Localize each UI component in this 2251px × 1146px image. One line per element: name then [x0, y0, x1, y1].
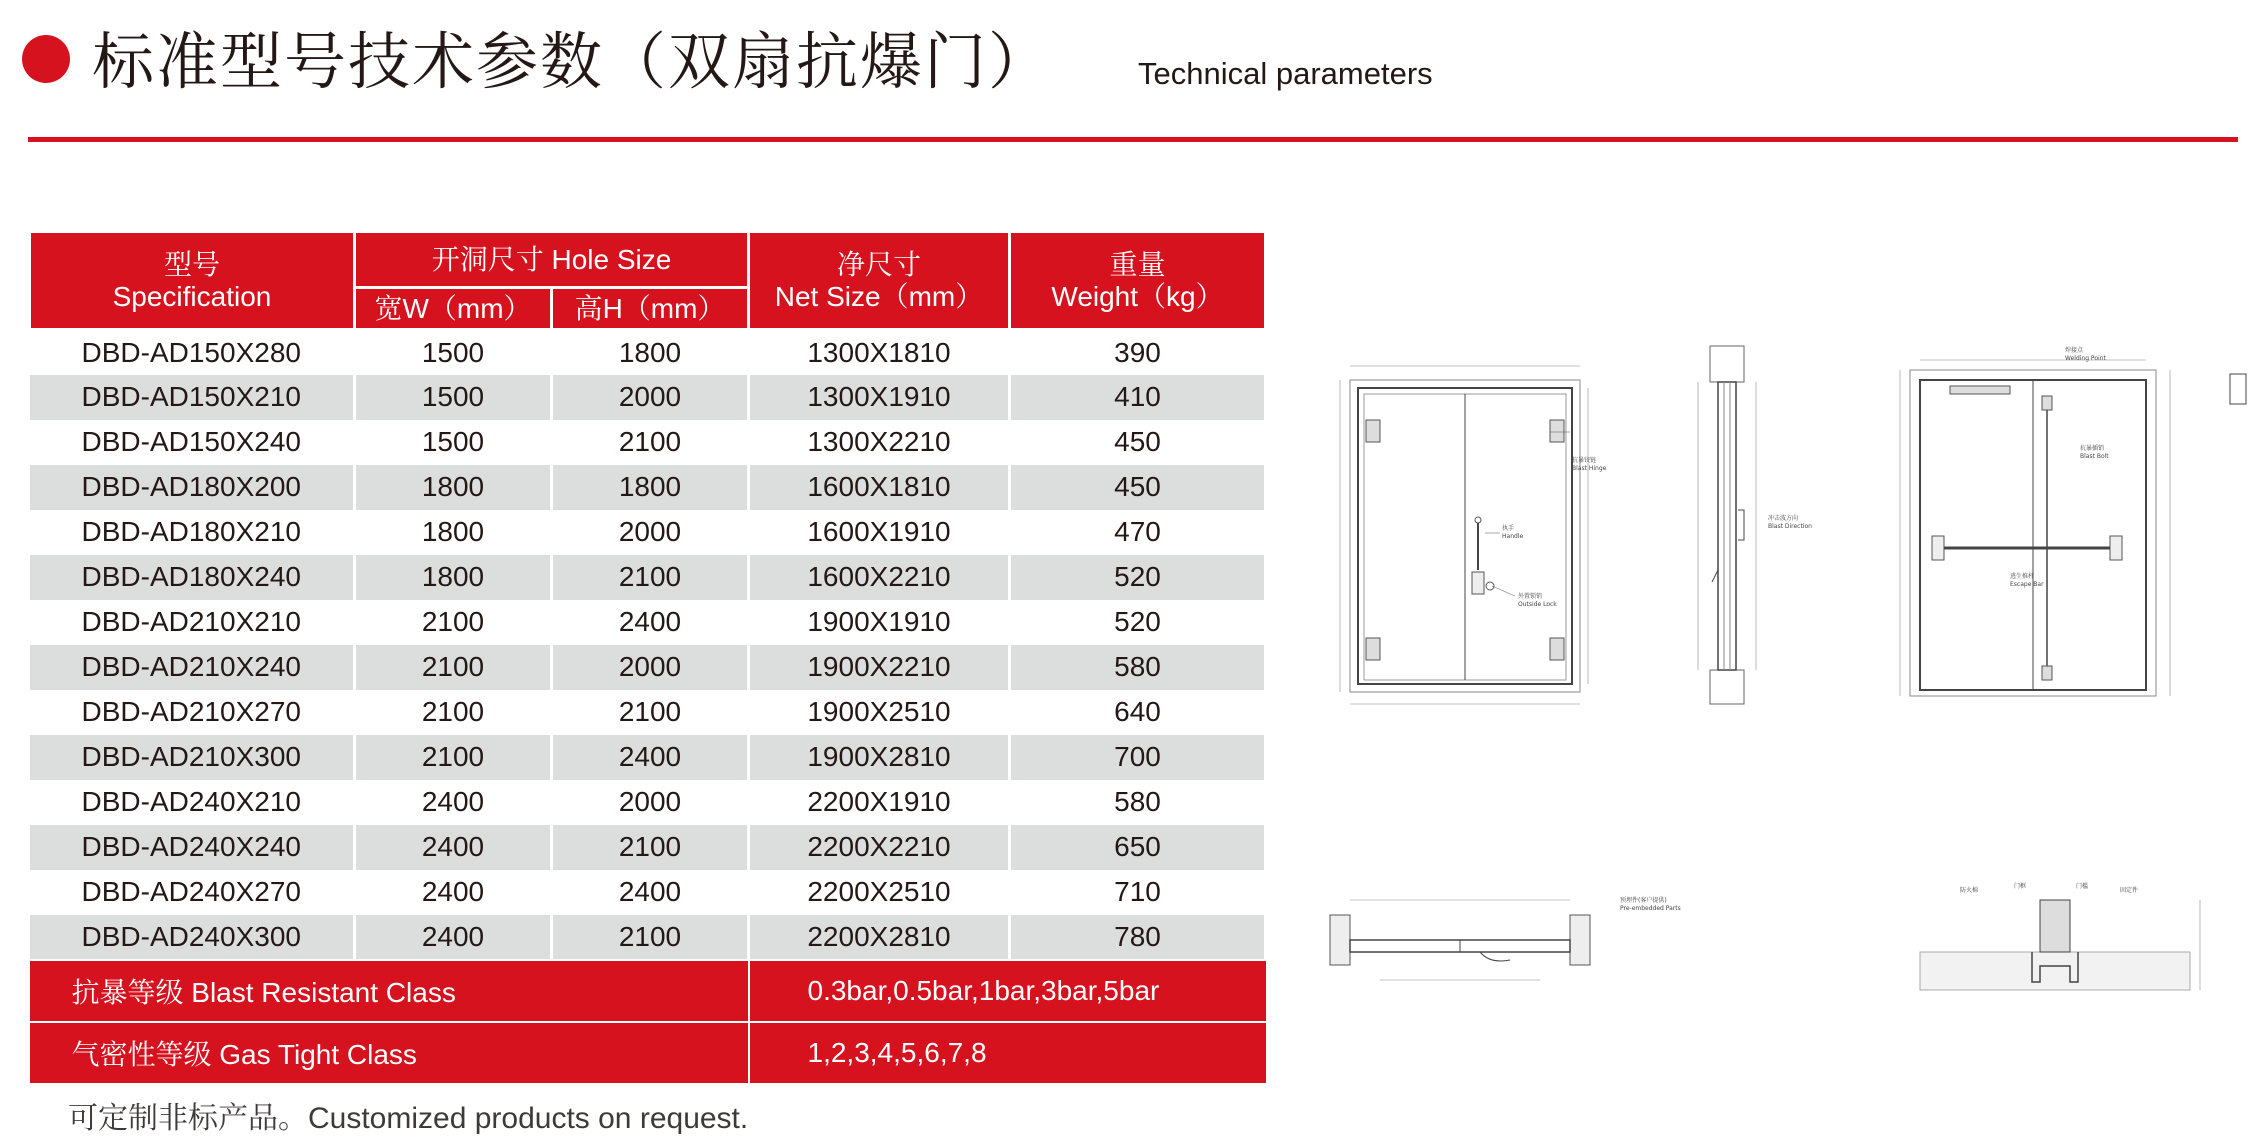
- pre-embedded-label-en: Pre-embedded Parts: [1620, 905, 1681, 912]
- width-cell: 2400: [355, 780, 552, 825]
- spec-table-body: [30, 330, 1266, 960]
- spec-cell: DBD-AD210X270: [30, 690, 355, 735]
- handle-label: 执手: [1502, 525, 1515, 532]
- header-width: 宽W（mm）: [355, 288, 552, 330]
- header-spec-cn: 型号: [163, 248, 220, 280]
- table-row: [30, 555, 1266, 600]
- weight-cell: 710: [1010, 870, 1266, 915]
- pre-embedded-label: 预埋件(客户提供): [1620, 897, 1667, 904]
- weight-cell: 580: [1010, 780, 1266, 825]
- height-cell: 2400: [552, 735, 749, 780]
- net-size-cell: 1900X2210: [749, 645, 1010, 690]
- net-size-cell: 2200X2810: [749, 915, 1010, 960]
- height-cell: 2000: [552, 375, 749, 420]
- welding-point-label: 焊接点: [2065, 347, 2084, 354]
- net-size-cell: 1300X2210: [749, 420, 1010, 465]
- header-weight-cn: 重量: [1109, 248, 1166, 280]
- fire-cotton-label: 防火棉: [1960, 887, 1979, 894]
- height-cell: 2000: [552, 645, 749, 690]
- escape-bar-label: 逃生推杆: [2010, 573, 2035, 580]
- height-cell: 2100: [552, 690, 749, 735]
- blast-bolt-label-en: Blast Bolt: [2080, 453, 2109, 460]
- spec-cell: DBD-AD210X300: [30, 735, 355, 780]
- header-net-en: Net Size（mm）: [774, 280, 984, 312]
- width-cell: 2100: [355, 645, 552, 690]
- outside-lock-label: 外置锁销: [1518, 593, 1543, 600]
- width-cell: 2100: [355, 690, 552, 735]
- weight-cell: 470: [1010, 510, 1266, 555]
- blast-class-value: 0.3bar,0.5bar,1bar,3bar,5bar: [749, 960, 1266, 1022]
- threshold-detail-drawing: [1920, 900, 2200, 990]
- technical-drawings: [1320, 340, 2251, 1000]
- table-row: [30, 915, 1266, 960]
- weight-cell: 650: [1010, 825, 1266, 870]
- table-row: [30, 330, 1266, 375]
- width-cell: 1500: [355, 330, 552, 375]
- spec-cell: DBD-AD240X240: [30, 825, 355, 870]
- blast-bolt-label: 抗暴插销: [2080, 445, 2105, 452]
- width-cell: 1500: [355, 420, 552, 465]
- spec-cell: DBD-AD150X280: [30, 330, 355, 375]
- spec-cell: DBD-AD210X240: [30, 645, 355, 690]
- net-size-cell: 1600X1810: [749, 465, 1010, 510]
- table-row: [30, 645, 1266, 690]
- escape-bar-icon: [1932, 536, 2122, 560]
- table-row: [30, 600, 1266, 645]
- width-cell: 2100: [355, 735, 552, 780]
- header-spec-en: Specification: [112, 280, 272, 312]
- table-row: [30, 690, 1266, 735]
- width-cell: 1800: [355, 510, 552, 555]
- blast-hinge-label-en: Blast Hinge: [1572, 465, 1607, 472]
- net-size-cell: 1900X2810: [749, 735, 1010, 780]
- table-row: [30, 510, 1266, 555]
- header-hole-size: 开洞尺寸 Hole Size: [355, 232, 749, 288]
- weight-cell: 700: [1010, 735, 1266, 780]
- net-size-cell: 2200X2210: [749, 825, 1010, 870]
- weight-cell: 780: [1010, 915, 1266, 960]
- weight-cell: 450: [1010, 465, 1266, 510]
- header-spec: [30, 232, 355, 330]
- spec-cell: DBD-AD150X210: [30, 375, 355, 420]
- blast-direction-label-en: Blast Direction: [1768, 523, 1812, 530]
- fixing-plate-label: 固定件: [2120, 887, 2139, 894]
- table-row: [30, 735, 1266, 780]
- gas-class-value: 1,2,3,4,5,6,7,8: [749, 1022, 1266, 1084]
- height-cell: 1800: [552, 330, 749, 375]
- table-row: [30, 870, 1266, 915]
- weight-cell: 410: [1010, 375, 1266, 420]
- blast-class-label: 抗暴等级 Blast Resistant Class: [30, 960, 749, 1022]
- width-cell: 2400: [355, 825, 552, 870]
- width-cell: 2400: [355, 915, 552, 960]
- spec-cell: DBD-AD210X210: [30, 600, 355, 645]
- weight-cell: 520: [1010, 555, 1266, 600]
- height-cell: 2000: [552, 510, 749, 555]
- spec-table: [28, 230, 1267, 1085]
- weight-cell: 520: [1010, 600, 1266, 645]
- height-cell: 2100: [552, 420, 749, 465]
- page-header: [0, 0, 2251, 140]
- height-cell: 2000: [552, 780, 749, 825]
- threshold-label: 门槛: [2076, 883, 2089, 890]
- weight-cell: 580: [1010, 645, 1266, 690]
- table-row: [30, 465, 1266, 510]
- handle-icon: [1472, 517, 1494, 594]
- red-bullet-icon: [22, 35, 70, 83]
- outside-lock-label-en: Outside Lock: [1518, 601, 1557, 608]
- header-net-cn: 净尺寸: [836, 248, 921, 280]
- net-size-cell: 2200X1910: [749, 780, 1010, 825]
- page-subtitle: Technical parameters: [1138, 56, 1433, 91]
- drawings-svg: [1320, 340, 2251, 1000]
- width-cell: 1500: [355, 375, 552, 420]
- header-weight-en: Weight（kg）: [1051, 280, 1224, 312]
- net-size-cell: 1600X2210: [749, 555, 1010, 600]
- net-size-cell: 1300X1910: [749, 375, 1010, 420]
- net-size-cell: 1900X2510: [749, 690, 1010, 735]
- width-cell: 1800: [355, 465, 552, 510]
- blast-hinge-label: 抗暴铰链: [1572, 457, 1597, 464]
- net-size-cell: 2200X2510: [749, 870, 1010, 915]
- table-row: [30, 825, 1266, 870]
- net-size-cell: 1300X1810: [749, 330, 1010, 375]
- blast-direction-label: 冲击波方向: [1768, 515, 1799, 522]
- table-row: [30, 780, 1266, 825]
- header-divider: [28, 137, 2238, 142]
- gas-class-label: 气密性等级 Gas Tight Class: [30, 1022, 749, 1084]
- plan-view-drawing: [1330, 900, 1590, 980]
- width-cell: 1800: [355, 555, 552, 600]
- frame-label: 门框: [2014, 883, 2027, 890]
- height-cell: 2400: [552, 870, 749, 915]
- height-cell: 2100: [552, 825, 749, 870]
- header-net-size: [749, 232, 1010, 330]
- spec-cell: DBD-AD240X300: [30, 915, 355, 960]
- net-size-cell: 1600X1910: [749, 510, 1010, 555]
- height-cell: 1800: [552, 465, 749, 510]
- welding-point-label-en: Welding Point: [2065, 355, 2106, 362]
- spec-cell: DBD-AD150X240: [30, 420, 355, 465]
- height-cell: 2100: [552, 555, 749, 600]
- spec-cell: DBD-AD180X200: [30, 465, 355, 510]
- header-height: 高H（mm）: [552, 288, 749, 330]
- spec-cell: DBD-AD240X270: [30, 870, 355, 915]
- side-section-drawing: [1698, 346, 1756, 704]
- width-cell: 2100: [355, 600, 552, 645]
- weight-cell: 450: [1010, 420, 1266, 465]
- width-cell: 2400: [355, 870, 552, 915]
- weight-cell: 390: [1010, 330, 1266, 375]
- height-cell: 2100: [552, 915, 749, 960]
- rear-elevation-drawing: [1900, 360, 2246, 696]
- front-elevation-drawing: [1340, 366, 1588, 704]
- handle-label-en: Handle: [1502, 533, 1524, 540]
- spec-cell: DBD-AD240X210: [30, 780, 355, 825]
- gas-class-row: [30, 1022, 1266, 1084]
- net-size-cell: 1900X1910: [749, 600, 1010, 645]
- custom-note: 可定制非标产品。Customized products on request.: [68, 1102, 749, 1135]
- page-title: 标准型号技术参数（双扇抗爆门）: [92, 25, 1053, 98]
- table-row: [30, 375, 1266, 420]
- height-cell: 2400: [552, 600, 749, 645]
- table-row: [30, 420, 1266, 465]
- spec-cell: DBD-AD180X210: [30, 510, 355, 555]
- spec-cell: DBD-AD180X240: [30, 555, 355, 600]
- escape-bar-label-en: Escape Bar: [2010, 581, 2044, 588]
- weight-cell: 640: [1010, 690, 1266, 735]
- header-weight: [1010, 232, 1266, 330]
- blast-class-row: [30, 960, 1266, 1022]
